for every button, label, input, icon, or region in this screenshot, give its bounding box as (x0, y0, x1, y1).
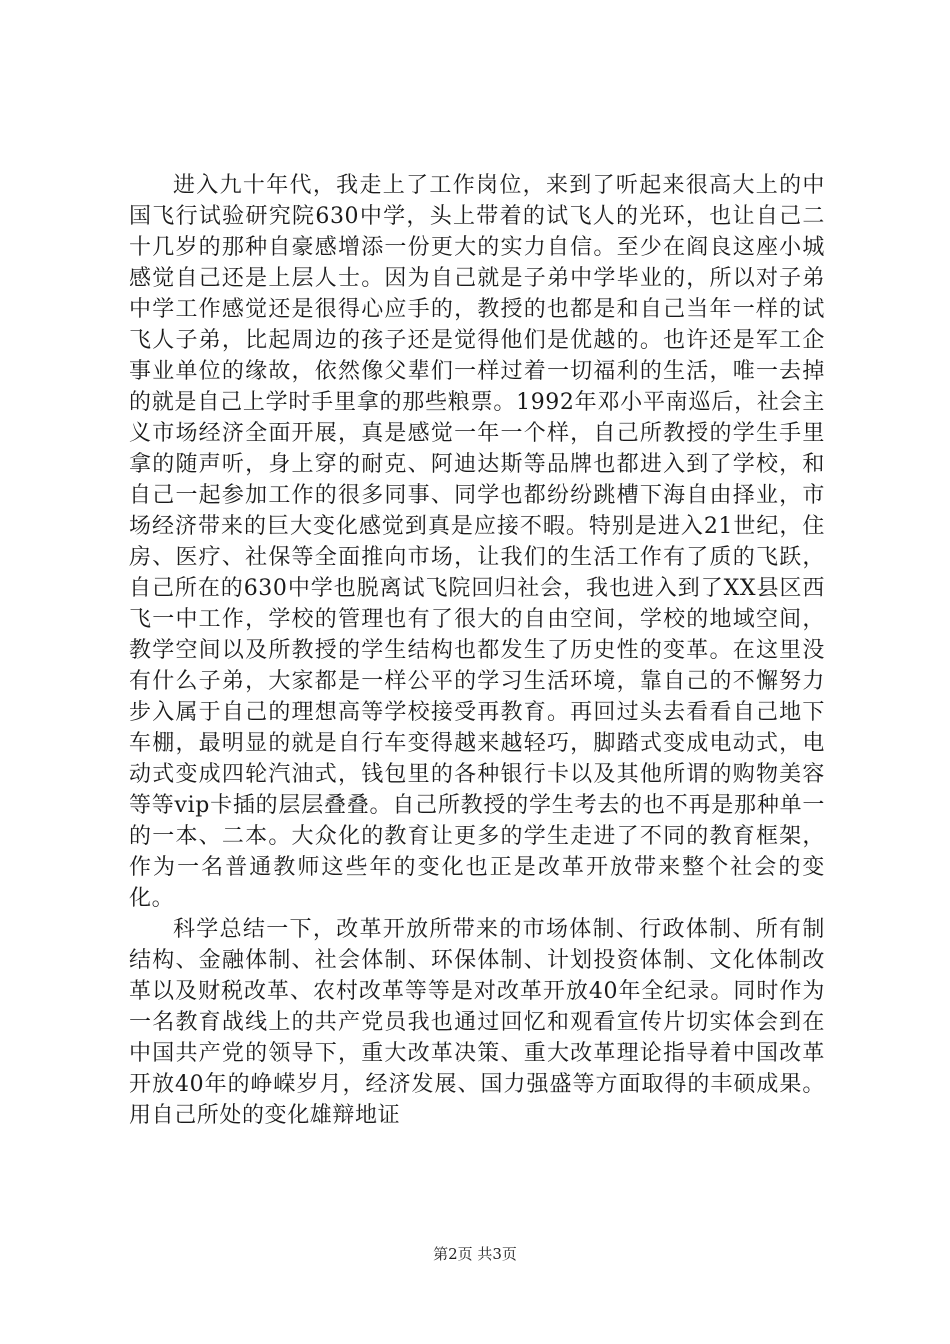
document-body (129, 170, 825, 1131)
page-footer: 第2页 共3页 (433, 1245, 517, 1263)
paragraph-2: 科学总结一下，改革开放所带来的市场体制、行政体制、所有制结构、金融体制、社会体制、环保体制、计划投资体制、文化体制改革以及财税改革、农村改革等等是对改革开放40年全纪录。同时作为一名教育战线上的共产党员我也通过回忆和观看宣传片切实体会到在中国共产党的领导下，重大改革决策、重大改革理论指导着中国改革开放40年的峥嵘岁月，经济发展、国力强盛等方面取得的丰硕成果。用自己所处的变化雄辩地证 (129, 917, 825, 1128)
paragraph-1: 进入九十年代，我走上了工作岗位，来到了听起来很高大上的中国飞行试验研究院630中学，头上带着的试飞人的光环，也让自己二十几岁的那种自豪感增添一份更大的实力自信。至少在阎良这座小城感觉自己还是上层人士。因为自己就是子弟中学毕业的，所以对子弟中学工作感觉还是很得心应手的，教授的也都是和自己当年一样的试飞人子弟，比起周边的孩子还是觉得他们是优越的。也许还是军工企事业单位的缘故，依然像父辈们一样过着一切福利的生活，唯一去掉的就是自己上学时手里拿的那些粮票。1992年邓小平南巡后，社会主义市场经济全面开展，真是感觉一年一个样，自己所教授的学生手里拿的随声听，身上穿的耐克、阿迪达斯等品牌也都进入到了学校，和自己一起参加工作的很多同事、同学也都纷纷跳槽下海自由择业，市场经济带来的巨大变化感觉到真是应接不暇。特别是进入21世纪，住房、医疗、社保等全面推向市场，让我们的生活工作有了质的飞跃，自己所在的630中学也脱离试飞院回归社会，我也进入到了XX县区西飞一中工作，学校的管理也有了很大的自由空间，学校的地域空间，教学空间以及所教授的学生结构也都发生了历史性的变革。在这里没有什么子弟，大家都是一样公平的学习生活环境，靠自己的不懈努力步入属于自己的理想高等学校接受再教育。再回过头去看看自己地下车棚，最明显的就是自行车变得越来越轻巧，脚踏式变成电动式，电动式变成四轮汽油式，钱包里的各种银行卡以及其他所谓的购物美容等等vip卡插的层层叠叠。自己所教授的学生考去的也不再是那种单一的一本、二本。大众化的教育让更多的学生走进了不同的教育框架，作为一名普通教师这些年的变化也正是改革开放带来整个社会的变化。 (129, 173, 825, 911)
